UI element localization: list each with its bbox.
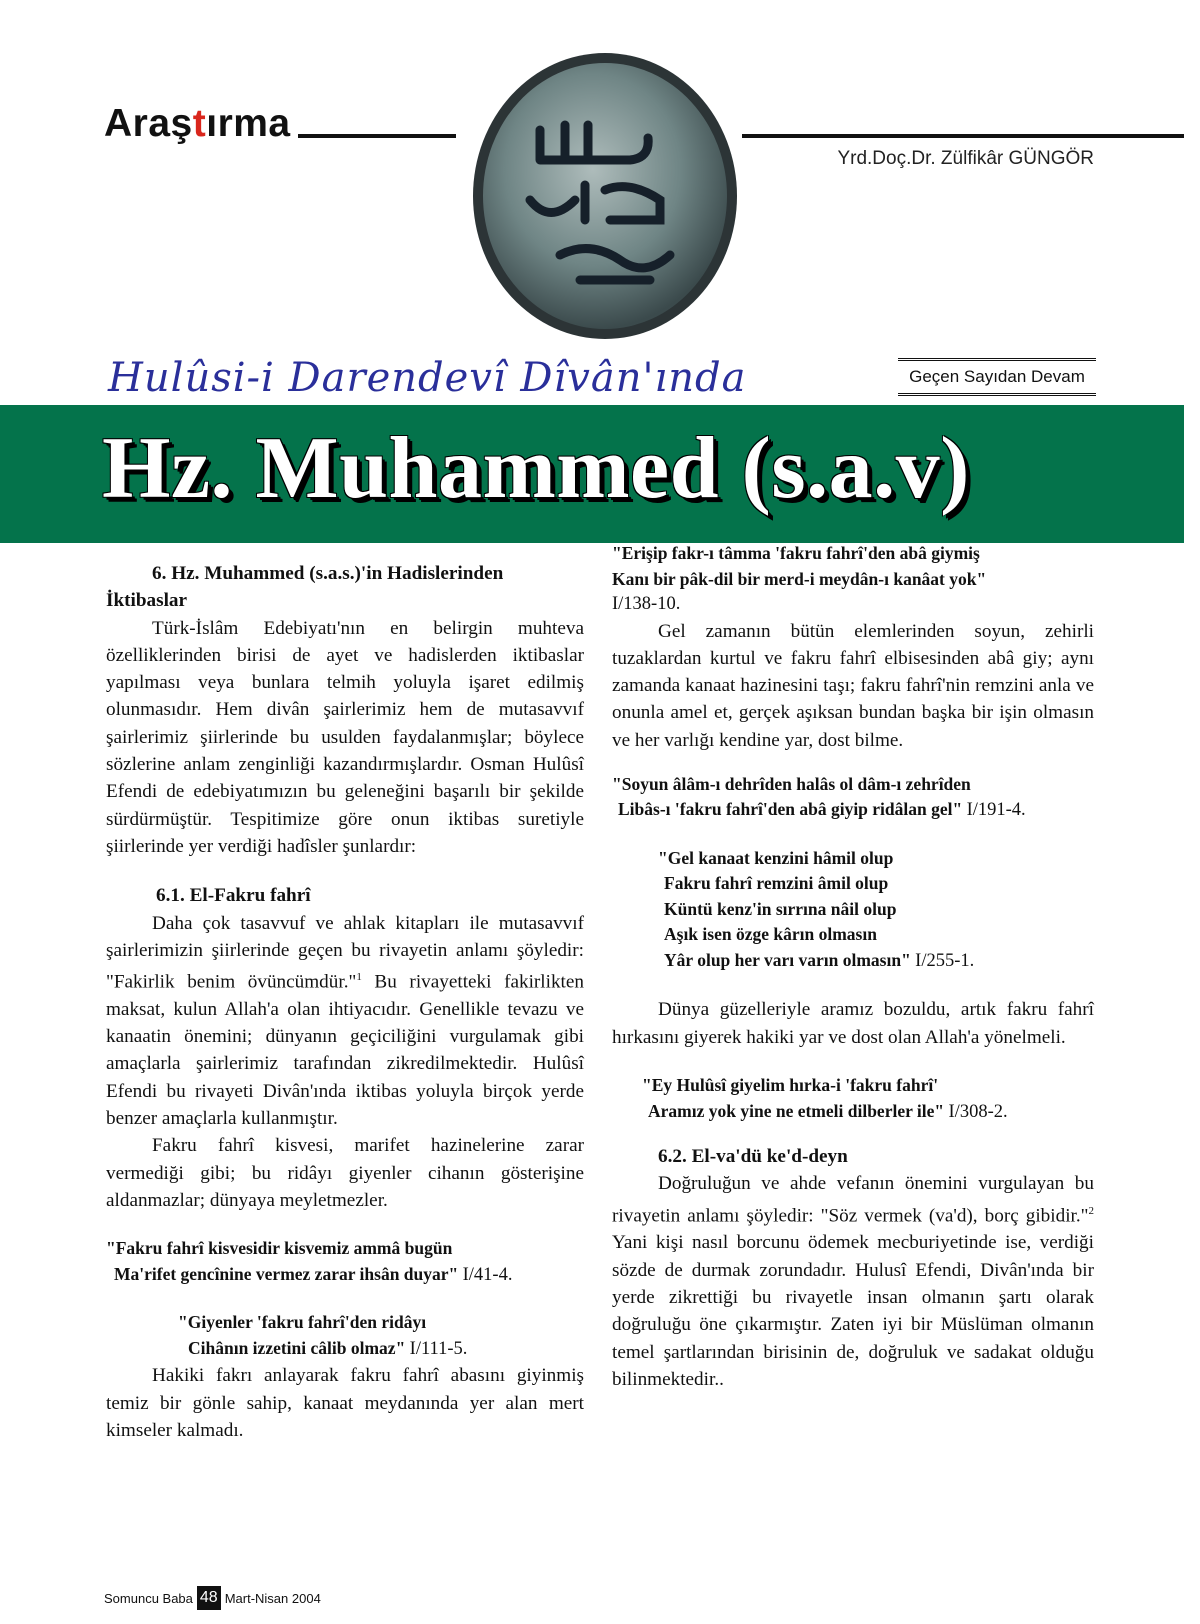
paragraph: Fakru fahrî kisvesi, marifet hazinelerine zarar vermediği gibi; bu ridâyı giyenler cihanın gösterişine aldanmazlar; dünyaya meyletmezler.	[106, 1135, 584, 1211]
magazine-name: Somuncu Baba	[104, 1590, 193, 1606]
paragraph: Gel zamanın bütün elemlerinden soyun, zehirli tuzaklardan kurtul ve fakru fahrî elbisesinden abâ giy; aynı zamanda kanaat hazinesini taşı; fakru fahrî'nin remzini anla ve onunla amel et, gerçek aşıksan bundan başka bir işin olmasın ve her varlığı kendine yar, dost bilme.	[612, 620, 1094, 751]
page-footer	[104, 1586, 321, 1610]
section-heading-6-2: 6.2. El-va'dü ke'd-deyn	[658, 1146, 848, 1168]
section-heading-6-1: 6.1. El-Fakru fahrî	[156, 885, 311, 907]
main-title: Hz. Muhammed (s.a.v)	[102, 420, 970, 517]
section-heading-6: 6. Hz. Muhammed (s.a.s.)'in Hadislerinden İktibaslar	[106, 563, 504, 612]
section-label: Araştırma	[104, 102, 291, 145]
paragraph: Daha çok tasavvuf ve ahlak kitapları ile mutasavvıf şairlerimizin şiirlerinde geçen bu rivayetin anlamı şöyledir: "Fakirlik benim övüncümdür."$^1$ Bu rivayetteki fakirlikten maksat, kulun Allah'a olan ihtiyacıdır. Genellikle tevazu ve kanaatin önemini; dünyanın geçiciliğini vurgulamak gibi amaçlarla şairlerimiz tarafından zikredilmektedir. Hulûsî Efendi bu rivayeti Divân'ında iktibas yoluyla birçok yerde benzer amaçlarla kullanmıştır.	[106, 912, 584, 1130]
right-column	[612, 541, 1094, 1393]
page-number: 48	[197, 1586, 221, 1610]
paragraph: Türk-İslâm Edebiyatı'nın en belirgin muhteva özelliklerinden birisi de ayet ve hadislerden iktibaslar yapılması veya bunlara telmih yoluyla işaret edilmiş olunmasıdır. Hem divân şairlerimiz hem de mutasavvıf şairlerimiz şiirlerinde bu usulden faydalanmışlar; böylece sözlerine anlam zenginliği kazandırmışlardır. Osman Hulûsî Efendi de edebiyatımızın bu geleneğini başarılı bir şekilde sürdürmüştür. Tespitimize göre onun iktibas suretiyle şiirlerinde yer verdiği hadîsler şunlardır:	[106, 617, 584, 857]
issue-date: Mart-Nisan 2004	[224, 1590, 321, 1606]
footnote-ref: 2	[1088, 1204, 1094, 1217]
script-subtitle: Hulûsi-i Darendevî Dîvân'ında	[108, 355, 747, 401]
author-name: Yrd.Doç.Dr. Zülfikâr GÜNGÖR	[837, 148, 1094, 169]
verse-block: "Fakru fahrî kisvesidir kisvemiz ammâ bugün Ma'rifet gencînine vermez zarar ihsân duyar" I/41-4.	[106, 1238, 513, 1285]
footnote-ref: 1	[356, 971, 362, 984]
verse-block: "Ey Hulûsî giyelim hırka-i 'fakru fahrî' Aramız yok yine ne etmeli dilberler ile" I/308-2.	[642, 1075, 1008, 1122]
paragraph: Hakiki fakrı anlayarak fakru fahrî abasını giyinmiş temiz bir gönle sahip, kanaat meydanında yer alan mert kimseler kalmadı.	[106, 1365, 584, 1441]
seal-image	[470, 50, 740, 342]
header-rule-right	[742, 134, 1184, 138]
left-column	[106, 560, 584, 1444]
verse-block: "Soyun âlâm-ı dehrîden halâs ol dâm-ı zehrîden Libâs-ı 'fakru fahrî'den abâ giyip ridâlan gel" I/191-4.	[612, 773, 1026, 821]
paragraph: Dünya güzelleriyle aramız bozuldu, artık fakru fahrî hırkasını giyerek hakiki yar ve dost olan Allah'a yönelmeli.	[612, 999, 1094, 1048]
verse-block: "Giyenler 'fakru fahrî'den ridâyı Cihânın izzetini câlib olmaz" I/111-5.	[178, 1312, 468, 1359]
header-rule-left	[298, 134, 456, 138]
verse-block: "Gel kanaat kenzini hâmil olup Fakru fahrî remzini âmil olup Küntü kenz'in sırrına nâil olup Aşık isen özge kârın olmasın Yâr olup her varı varın olmasın" I/255-1.	[658, 847, 975, 971]
verse-block: "Erişip fakr-ı tâmma 'fakru fahrî'den abâ giymiş Kanı bir pâk-dil bir merd-i meydân-ı kanâat yok" I/138-10.	[612, 543, 987, 614]
continued-notice: Geçen Sayıdan Devam	[898, 358, 1096, 396]
paragraph: Doğruluğun ve ahde vefanın önemini vurgulayan bu rivayetin anlamı şöyledir: "Söz vermek (va'd), borç gibidir."$^2$ Yani kişi nasıl borcunu ödemek mecburiyetinde ise, verdiği sözde de durmak zorundadır. Hulusî Efendi, Divân'ında bir yerde zikrettiği bu rivayetle insan olmanın şartı olarak doğruluğu öne çıkarmıştır. Zaten iyi bir Müslüman olmanın temel şartlarından birisinin de, doğruluk ve sadakat olduğu bilinmektedir..	[612, 1173, 1094, 1390]
